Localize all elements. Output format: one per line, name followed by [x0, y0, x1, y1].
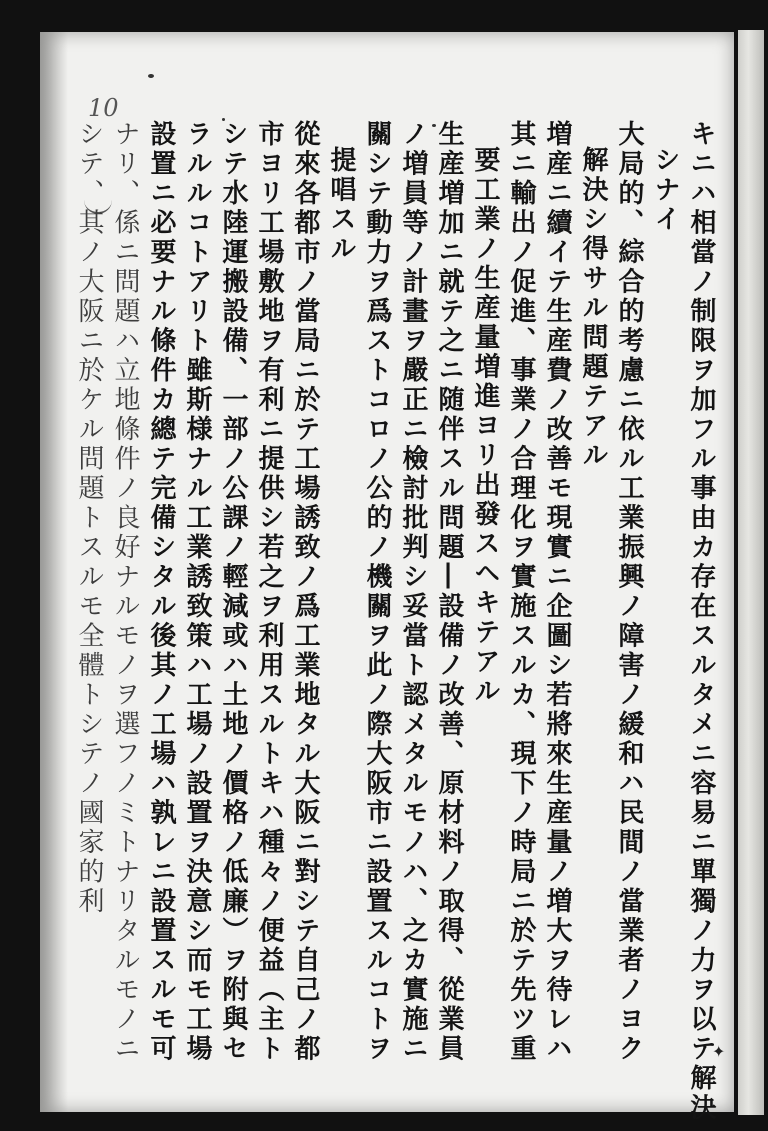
text-column: ナリ、係ニ問題ハ立地條件ノ良好ナルモノヲ選フノミトナリタルモノニ — [110, 120, 140, 1064]
text-column: 從來各都市ノ當局ニ於テ工場誘致ノ爲工業地タル大阪ニ對シテ自己ノ都 — [290, 120, 320, 1064]
text-column: シテ水陸運搬設備、一部ノ公課ノ輕減或ハ土地ノ價格ノ低廉）ヲ附與セ — [218, 120, 248, 1064]
text-column: 生産増加ニ就テ之ニ随伴スル問題―設備ノ改善、原材料ノ取得、從業員 — [434, 120, 464, 1064]
page-binding-shadow — [40, 32, 68, 1112]
text-column: ラルルコトアリト雖斯様ナル工業誘致策ハ工場ノ設置ヲ決意シ而モ工場 — [182, 120, 212, 1064]
margin-mark: ✦ — [712, 1042, 726, 1061]
text-column: 増産ニ續イテ生産費ノ改善モ現實ニ企圖シ若將來生産量ノ増大ヲ待レハ — [542, 120, 572, 1064]
text-column: 其ニ輸出ノ促進、事業ノ合理化ヲ實施スルカ、現下ノ時局ニ於テ先ツ重 — [506, 120, 536, 1064]
adjacent-page-edge — [738, 30, 764, 1115]
text-column: 解決シ得サル問題テアル — [578, 146, 608, 471]
vertical-text-body — [73, 120, 716, 1123]
text-column: 提唱スル — [326, 146, 356, 264]
page-number: 10 — [88, 94, 119, 122]
text-column: シテ、其ノ大阪ニ於ケル問題トスルモ全體トシテノ國家的利 — [74, 120, 104, 917]
text-column: キニハ相當ノ制限ヲ加フル事由カ存在スルタメニ容易ニ單獨ノ力ヲ以テ解決 — [686, 120, 716, 1123]
text-column: 關シテ動力ヲ爲ストコロノ公的ノ機關ヲ此ノ際大阪市ニ設置スルコトヲ — [362, 120, 392, 1064]
ink-speck — [148, 74, 154, 78]
text-column: シナイ — [650, 146, 680, 235]
text-column: ノ増員等ノ計畫ヲ嚴正ニ檢討批判シ妥當ト認メタルモノハ、之カ實施ニ — [398, 120, 428, 1064]
text-column: 要工業ノ生産量増進ヨリ出發スヘキテアル — [470, 146, 500, 707]
text-column: 大局的、綜合的考慮ニ依ル工業振興ノ障害ノ緩和ハ民間ノ當業者ノヨク — [614, 120, 644, 1064]
text-column: 設置ニ必要ナル條件カ總テ完備シタル後其ノ工場ハ孰レニ設置スルモ可 — [146, 120, 176, 1064]
text-column: 市ヨリ工場敷地ヲ有利ニ提供シ若之ヲ利用スルトキハ種々ノ便益（主ト — [254, 120, 284, 1064]
